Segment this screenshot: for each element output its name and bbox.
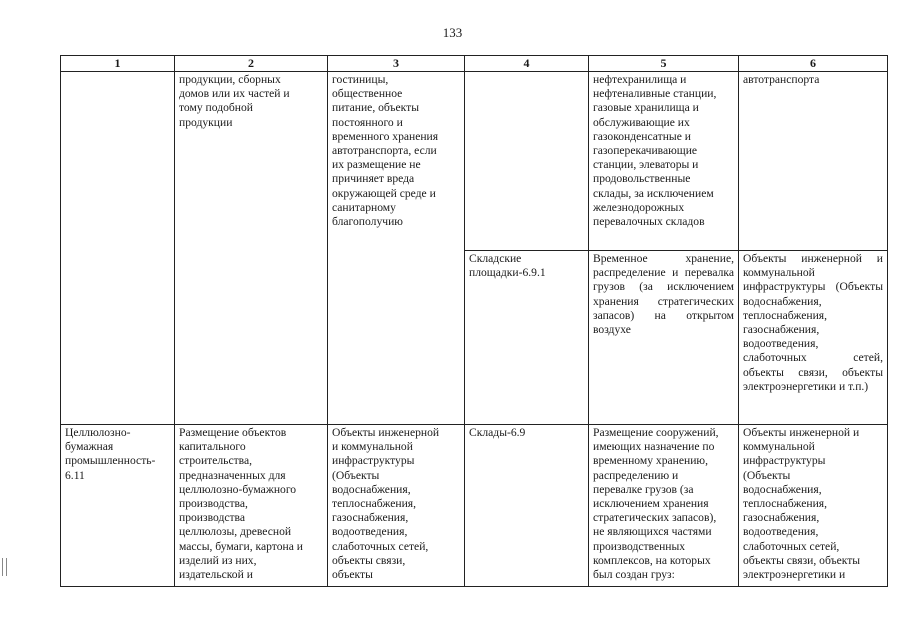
table-row (61, 72, 888, 251)
table-cell: Объекты инженерной и коммунальной инфраструктуры (Объекты водоснабжения, теплоснабжения, газоснабжения, водоотведения, слаботочных сетей, объекты связи, объекты электроэнергетики и т.п.) (739, 251, 888, 425)
column-header: 6 (739, 56, 888, 72)
table-cell: Размещение объектов капитального строительства, предназначенных для целлюлозно-бумажного производства, производства целлюлозы, древесной массы, бумаги, картона и изделий из них, издательской и (175, 425, 328, 587)
column-header: 5 (589, 56, 739, 72)
table-cell: Объекты инженерной и коммунальной инфраструктуры (Объекты водоснабжения, теплоснабжения, газоснабжения, водоотведения, слаботочных сетей, объекты связи, объекты (328, 425, 465, 587)
table-cell: Складские площадки-6.9.1 (465, 251, 589, 425)
table-cell (61, 72, 175, 425)
land-use-table (60, 55, 888, 587)
table-cell: Размещение сооружений, имеющих назначение по временному хранению, распределению и перевалке грузов (за исключением хранения стратегических запасов), не являющихся частями производственных комплексов, на которых был создан груз: (589, 425, 739, 587)
table-cell: нефтехранилища и нефтеналивные станции, газовые хранилища и обслуживающие их газоконденсатные и газоперекачивающие станции, элеваторы и продовольственные склады, за исключением железнодорожных перевалочных складов (589, 72, 739, 251)
table-cell: Объекты инженерной и коммунальной инфраструктуры (Объекты водоснабжения, теплоснабжения, газоснабжения, водоотведения, слаботочных сетей, объекты связи, объекты электроэнергетики и (739, 425, 888, 587)
table-cell (465, 72, 589, 251)
table-row (61, 425, 888, 587)
scan-margin-mark (2, 558, 7, 576)
column-header: 4 (465, 56, 589, 72)
table-cell: гостиницы, общественное питание, объекты постоянного и временного хранения автотранспорта, если их размещение не причиняет вреда окружающей среде и санитарному благополучию (328, 72, 465, 425)
table-cell: Целлюлозно- бумажная промышленность- 6.11 (61, 425, 175, 587)
column-header: 2 (175, 56, 328, 72)
table-cell: продукции, сборных домов или их частей и тому подобной продукции (175, 72, 328, 425)
column-header: 1 (61, 56, 175, 72)
table-cell: Временное хранение, распределение и перевалка грузов (за исключением хранения стратегических запасов) на открытом воздухе (589, 251, 739, 425)
table-header-row (61, 56, 888, 72)
table-cell: Склады-6.9 (465, 425, 589, 587)
page-number: 133 (442, 25, 463, 40)
column-header: 3 (328, 56, 465, 72)
table-cell: автотранспорта (739, 72, 888, 251)
